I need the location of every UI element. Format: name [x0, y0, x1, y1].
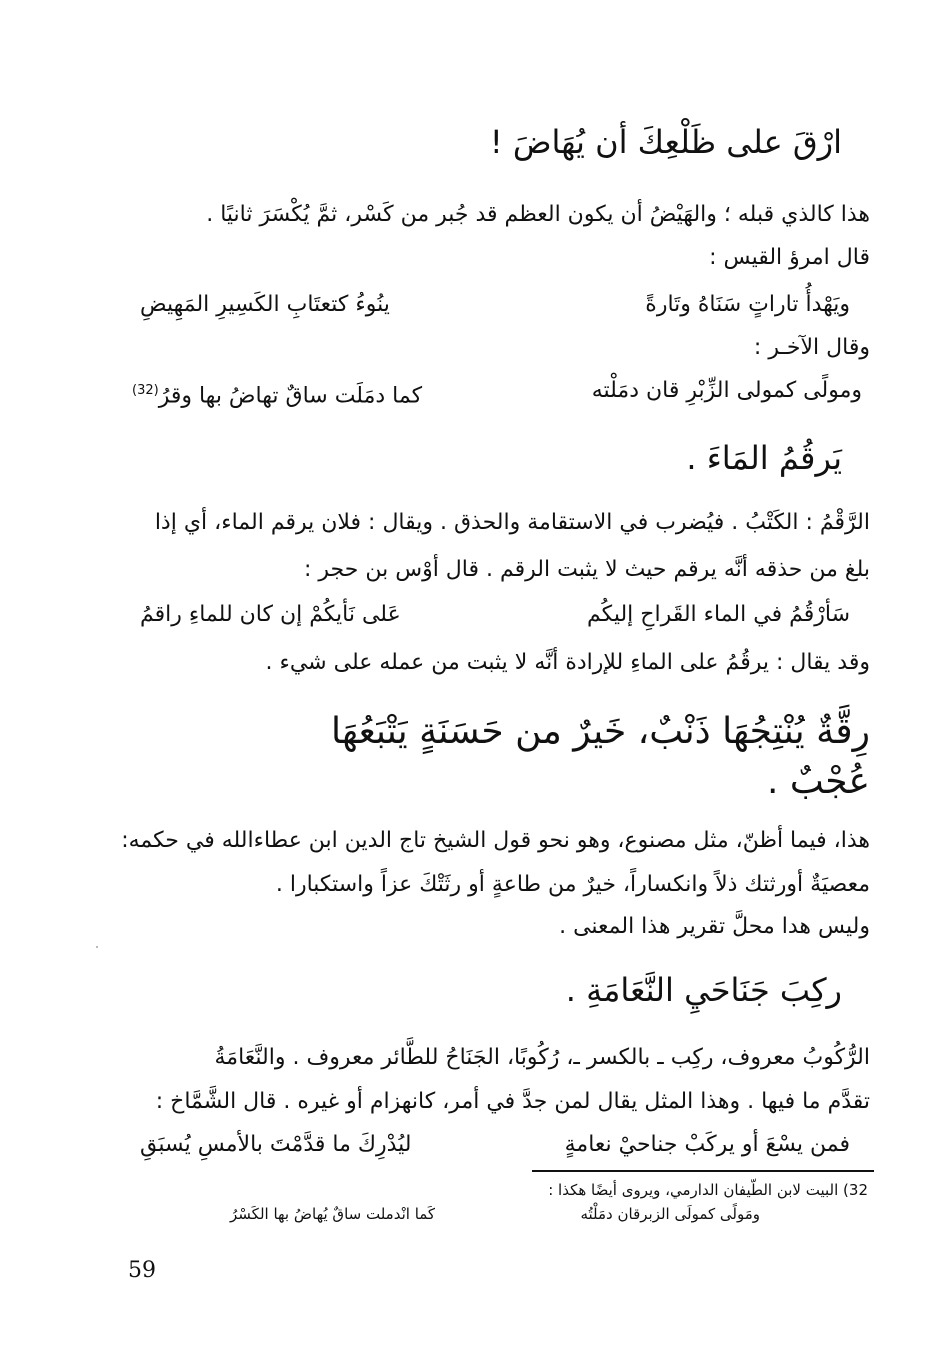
verse-second-hemistich-text: كما دمَلَت ساقٌ تهاضُ بها وقرُ — [158, 383, 423, 409]
footnote-verse-first-hemistich: ومَولًى كمولَى الزبرقان دمَلْتُه — [580, 1205, 760, 1223]
heading-proverb-3-continued: عُجْبٌ . — [767, 761, 870, 802]
verse-couplet — [140, 600, 850, 630]
verse-couplet — [132, 376, 862, 411]
heading-proverb-2: يَرقُمُ المَاءَ . — [686, 439, 842, 477]
footnote-verse — [230, 1204, 760, 1224]
footnote-verse-second-hemistich: كَما انْدملت ساقٌ يُهاضُ بها الكَسْرُ — [230, 1205, 436, 1223]
footnote-reference: (32) — [132, 383, 159, 398]
verse-second-hemistich — [132, 376, 422, 411]
paragraph-line: الرَّقْمُ : الكَتْبُ . فيُضرب في الاستقامة والحذق . ويقال : فلان يرقم الماء، أي إذا — [154, 510, 870, 535]
verse-second-hemistich: ليُدْرِكَ ما قدَّمْتَ بالأمسِ يُسبَقِ — [140, 1132, 412, 1157]
verse-couplet — [140, 1130, 850, 1160]
footnote-text: 32) البيت لابن الطّيفان الدارمي، ويروى أيضًا هكذا : — [548, 1181, 868, 1199]
paragraph-line: وليس هدا محلَّ تقرير هذا المعنى . — [559, 914, 870, 939]
paragraph-line: بلغ من حذقه أنَّه يرقم حيث لا يثبت الرقم . قال أوْس بن حجر : — [304, 557, 870, 582]
paragraph-line: قال امرؤ القيس : — [709, 245, 870, 270]
paragraph-line: معصيَةٌ أورثتك ذلاً وانكساراً، خيرٌ من طاعةٍ أو رثَتْكَ عزاً واستكبارا . — [275, 872, 870, 897]
verse-first-hemistich: ويَهْدأُ تاراتٍ سَنَاهُ وتَارةً — [645, 292, 850, 317]
verse-first-hemistich: سَأرْقُمُ في الماء القَراحِ إليكُم — [587, 602, 850, 627]
page-number: 59 — [128, 1258, 156, 1283]
heading-proverb-4: ركِبَ جَنَاحَيِ النَّعَامَةِ . — [565, 971, 842, 1009]
heading-proverb-3: رِقَّةٌ يُنْتِجُهَا ذَنْبٌ، خَيرٌ من حَسَنَةٍ يَتْبَعُهَا — [331, 711, 870, 752]
paragraph-line: الرُّكُوبُ معروف، ركِب ـ بالكسر ـ، رُكُوبًا، الجَنَاحُ للطَّائر معروف . والنَّعَامَةُ — [214, 1045, 870, 1070]
heading-proverb-1: ارْقَ على ظَلْعِكَ أن يُهَاضَ ! — [489, 123, 842, 161]
paragraph-line: هذا، فيما أظنّ، مثل مصنوع، وهو نحو قول الشيخ تاج الدين ابن عطاءالله في حكمه: — [121, 828, 870, 853]
footnote-divider — [532, 1170, 874, 1172]
paragraph-line: وقد يقال : يرقُمُ على الماءِ للإرادة أنَّه لا يثبت من عمله على شيء . — [265, 650, 870, 675]
scan-speck — [96, 946, 98, 948]
paragraph-line: تقدَّم ما فيها . وهذا المثل يقال لمن جدَّ في أمر، كانهزام أو غيره . قال الشَّمَّاخ : — [155, 1089, 870, 1114]
verse-second-hemistich: ينُوءُ كتعتَابِ الكَسِيرِ المَهِيضِ — [140, 292, 390, 317]
verse-first-hemistich: ومولًى كمولى الزِّبْرِ قان دمَلْته — [591, 378, 862, 403]
verse-second-hemistich: عَلى نَأيكُمْ إن كان للماءِ راقمُ — [140, 602, 401, 627]
paragraph-line: وقال الآخـر : — [753, 335, 870, 360]
verse-first-hemistich: فمن يسْعَ أو يركَبْ جناحيْ نعامةٍ — [564, 1132, 850, 1157]
paragraph-line: هذا كالذي قبله ؛ والهَيْضُ أن يكون العظم قد جُبر من كَسْر، ثمَّ يُكْسَرَ ثانيًا . — [206, 202, 870, 227]
verse-couplet — [140, 290, 850, 320]
